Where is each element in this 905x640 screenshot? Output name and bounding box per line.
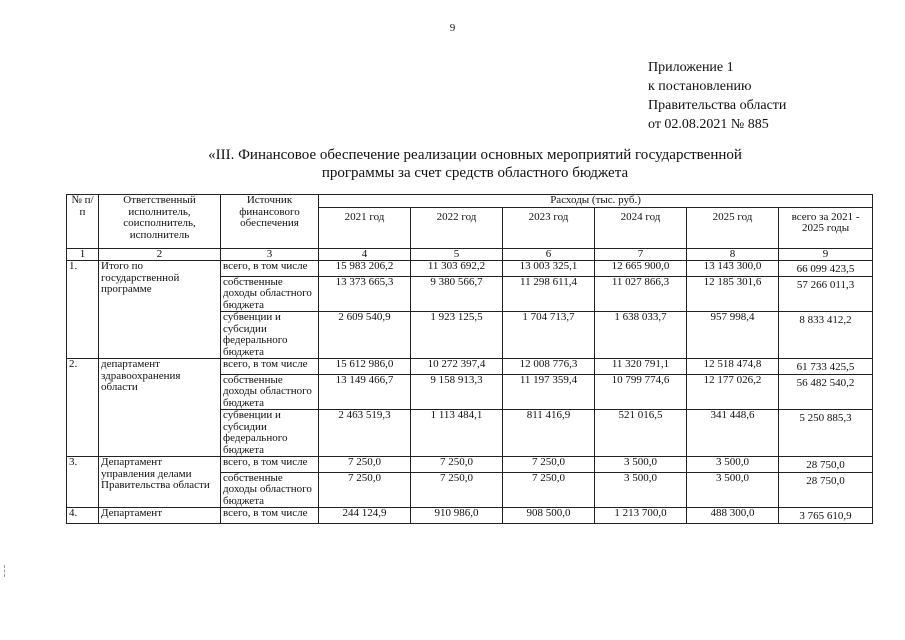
value-cell: 957 998,4 — [687, 312, 779, 359]
source-cell: субвенции и субсидии федерального бюджета — [221, 312, 319, 359]
financing-table — [66, 194, 873, 524]
value-cell: 7 250,0 — [319, 457, 411, 473]
table-row — [67, 359, 873, 375]
appendix-block — [648, 58, 786, 134]
value-cell: 12 518 474,8 — [687, 359, 779, 375]
value-cell: 341 448,6 — [687, 410, 779, 457]
row-number: 2. — [67, 359, 99, 457]
header-source: Источник финансового обеспечения — [221, 195, 319, 249]
row-number: 1. — [67, 261, 99, 359]
column-number: 1 — [67, 248, 99, 261]
source-cell: субвенции и субсидии федерального бюджета — [221, 410, 319, 457]
value-cell: 3 500,0 — [687, 457, 779, 473]
column-number: 7 — [595, 248, 687, 261]
executor-cell: Департамент — [99, 508, 221, 524]
value-cell: 11 320 791,1 — [595, 359, 687, 375]
header-year: 2025 год — [687, 207, 779, 248]
header-year: 2024 год — [595, 207, 687, 248]
value-cell: 811 416,9 — [503, 410, 595, 457]
value-cell: 488 300,0 — [687, 508, 779, 524]
source-cell: всего, в том числе — [221, 359, 319, 375]
source-cell: всего, в том числе — [221, 508, 319, 524]
header-year: 2023 год — [503, 207, 595, 248]
value-cell: 7 250,0 — [319, 472, 411, 508]
table-row — [67, 457, 873, 473]
column-number: 2 — [99, 248, 221, 261]
value-cell: 10 799 774,6 — [595, 374, 687, 410]
row-number: 3. — [67, 457, 99, 508]
value-cell: 1 923 125,5 — [411, 312, 503, 359]
header-executor: Ответственный исполнитель, соисполнитель, исполнитель — [99, 195, 221, 249]
appendix-line: от 02.08.2021 № 885 — [648, 117, 769, 132]
header-year: 2021 год — [319, 207, 411, 248]
total-cell: 57 266 011,3 — [779, 276, 873, 312]
source-cell: всего, в том числе — [221, 261, 319, 277]
value-cell: 908 500,0 — [503, 508, 595, 524]
value-cell: 3 500,0 — [595, 457, 687, 473]
total-cell: 66 099 423,5 — [779, 261, 873, 277]
appendix-line: к постановлению — [648, 79, 752, 94]
value-cell: 1 638 033,7 — [595, 312, 687, 359]
row-number: 4. — [67, 508, 99, 524]
total-cell: 56 482 540,2 — [779, 374, 873, 410]
header-total: всего за 2021 - 2025 годы — [779, 207, 873, 248]
value-cell: 11 027 866,3 — [595, 276, 687, 312]
header-expenses: Расходы (тыс. руб.) — [319, 195, 873, 208]
column-number-row — [67, 248, 873, 261]
value-cell: 1 704 713,7 — [503, 312, 595, 359]
header-num: № п/п — [67, 195, 99, 249]
total-cell: 28 750,0 — [779, 472, 873, 508]
value-cell: 11 303 692,2 — [411, 261, 503, 277]
value-cell: 11 298 611,4 — [503, 276, 595, 312]
value-cell: 10 272 397,4 — [411, 359, 503, 375]
column-number: 6 — [503, 248, 595, 261]
value-cell: 15 983 206,2 — [319, 261, 411, 277]
value-cell: 1 113 484,1 — [411, 410, 503, 457]
value-cell: 2 463 519,3 — [319, 410, 411, 457]
value-cell: 2 609 540,9 — [319, 312, 411, 359]
value-cell: 7 250,0 — [503, 472, 595, 508]
table-row — [67, 261, 873, 277]
column-number: 9 — [779, 248, 873, 261]
value-cell: 13 143 300,0 — [687, 261, 779, 277]
column-number: 5 — [411, 248, 503, 261]
title-line: «III. Финансовое обеспечение реализации основных мероприятий государственной — [208, 147, 742, 163]
value-cell: 12 665 900,0 — [595, 261, 687, 277]
value-cell: 9 380 566,7 — [411, 276, 503, 312]
value-cell: 11 197 359,4 — [503, 374, 595, 410]
source-cell: собственные доходы областного бюджета — [221, 472, 319, 508]
value-cell: 7 250,0 — [411, 472, 503, 508]
value-cell: 13 003 325,1 — [503, 261, 595, 277]
value-cell: 7 250,0 — [411, 457, 503, 473]
value-cell: 12 008 776,3 — [503, 359, 595, 375]
source-cell: собственные доходы областного бюджета — [221, 374, 319, 410]
margin-mark — [4, 565, 7, 577]
total-cell: 8 833 412,2 — [779, 312, 873, 359]
appendix-line: Приложение 1 — [648, 60, 734, 75]
executor-cell: департамент здравоохранения области — [99, 359, 221, 457]
value-cell: 521 016,5 — [595, 410, 687, 457]
source-cell: собственные доходы областного бюджета — [221, 276, 319, 312]
total-cell: 5 250 885,3 — [779, 410, 873, 457]
value-cell: 1 213 700,0 — [595, 508, 687, 524]
appendix-line: Правительства области — [648, 98, 787, 113]
column-number: 4 — [319, 248, 411, 261]
executor-cell: Департамент управления делами Правительства области — [99, 457, 221, 508]
total-cell: 28 750,0 — [779, 457, 873, 473]
table-row — [67, 508, 873, 524]
header-row — [67, 195, 873, 208]
value-cell: 13 149 466,7 — [319, 374, 411, 410]
value-cell: 9 158 913,3 — [411, 374, 503, 410]
page-number: 9 — [449, 22, 456, 34]
column-number: 3 — [221, 248, 319, 261]
total-cell: 61 733 425,5 — [779, 359, 873, 375]
title-line: программы за счет средств областного бюджета — [321, 165, 629, 181]
source-cell: всего, в том числе — [221, 457, 319, 473]
total-cell: 3 765 610,9 — [779, 508, 873, 524]
value-cell: 3 500,0 — [595, 472, 687, 508]
value-cell: 910 986,0 — [411, 508, 503, 524]
column-number: 8 — [687, 248, 779, 261]
value-cell: 3 500,0 — [687, 472, 779, 508]
value-cell: 244 124,9 — [319, 508, 411, 524]
value-cell: 7 250,0 — [503, 457, 595, 473]
value-cell: 12 177 026,2 — [687, 374, 779, 410]
header-year: 2022 год — [411, 207, 503, 248]
value-cell: 12 185 301,6 — [687, 276, 779, 312]
executor-cell: Итого по государственной программе — [99, 261, 221, 359]
value-cell: 13 373 665,3 — [319, 276, 411, 312]
section-title — [150, 146, 800, 182]
value-cell: 15 612 986,0 — [319, 359, 411, 375]
